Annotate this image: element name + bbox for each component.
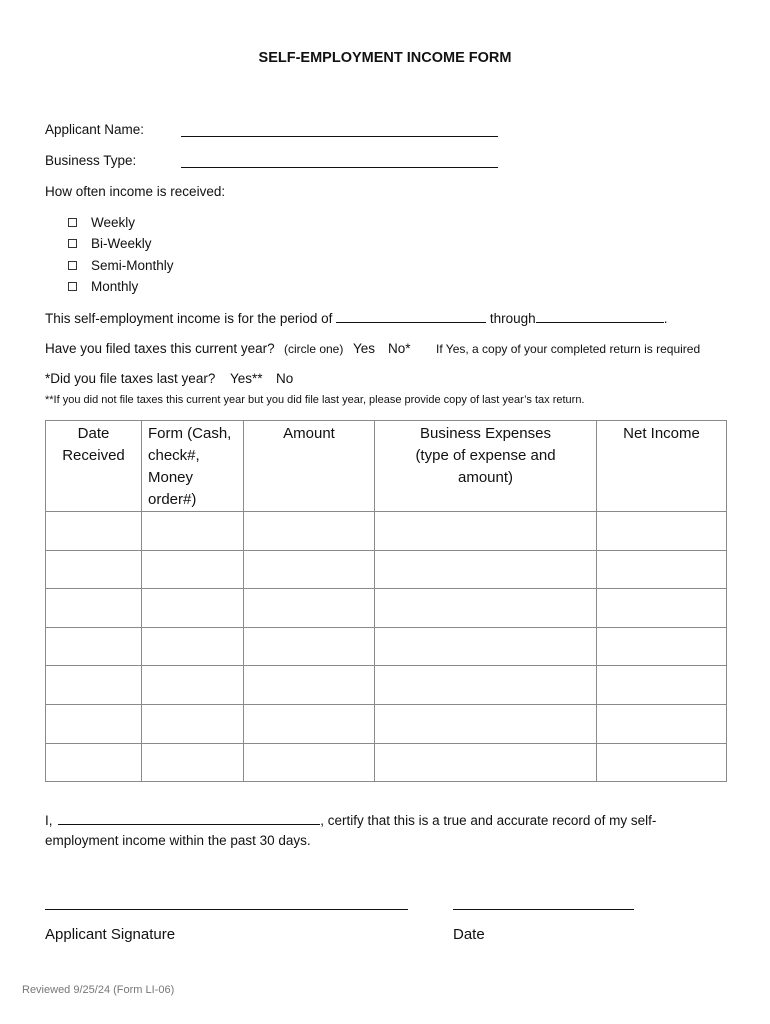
- table-cell[interactable]: [142, 627, 244, 666]
- table-cell[interactable]: [46, 627, 142, 666]
- table-row: [46, 704, 727, 743]
- table-cell[interactable]: [244, 666, 375, 705]
- checkbox-icon[interactable]: [68, 218, 77, 227]
- taxes-no-option[interactable]: No*: [388, 341, 411, 356]
- table-cell[interactable]: [142, 743, 244, 782]
- form-title: SELF-EMPLOYMENT INCOME FORM: [258, 50, 512, 66]
- table-cell[interactable]: [244, 512, 375, 551]
- date-line[interactable]: [453, 909, 634, 910]
- checkbox-icon[interactable]: [68, 239, 77, 248]
- table-row: [46, 589, 727, 628]
- table-cell[interactable]: [375, 512, 597, 551]
- table-cell[interactable]: [244, 704, 375, 743]
- table-cell[interactable]: [597, 666, 727, 705]
- period-text: This self-employment income is for the period of: [45, 311, 333, 326]
- taxes-question: Have you filed taxes this current year?: [45, 341, 275, 356]
- date-label: Date: [453, 926, 485, 943]
- business-type-label: Business Type:: [45, 153, 137, 168]
- applicant-signature-label: Applicant Signature: [45, 926, 176, 943]
- option-label: Bi-Weekly: [91, 236, 152, 251]
- applicant-name-field[interactable]: [181, 136, 498, 137]
- table-cell[interactable]: [375, 589, 597, 628]
- table-cell[interactable]: [597, 704, 727, 743]
- business-type-field[interactable]: [181, 167, 498, 168]
- table-cell[interactable]: [244, 627, 375, 666]
- header-form: Form (Cash, check#, Money order#): [142, 421, 244, 512]
- table-cell[interactable]: [375, 743, 597, 782]
- frequency-question: How often income is received:: [45, 184, 226, 199]
- table-cell[interactable]: [244, 589, 375, 628]
- taxes-yes-option[interactable]: Yes: [353, 341, 376, 356]
- period-end-field[interactable]: [536, 322, 664, 323]
- table-cell[interactable]: [244, 550, 375, 589]
- table-cell[interactable]: [46, 589, 142, 628]
- certification-line1: [45, 813, 656, 828]
- table-cell[interactable]: [597, 550, 727, 589]
- option-label: Monthly: [91, 279, 139, 294]
- option-label: Semi-Monthly: [91, 258, 174, 273]
- table-cell[interactable]: [597, 627, 727, 666]
- frequency-option-weekly[interactable]: [68, 215, 135, 230]
- frequency-option-bi-weekly[interactable]: [68, 236, 152, 251]
- table-cell[interactable]: [46, 743, 142, 782]
- last-year-no-option[interactable]: No: [276, 371, 294, 386]
- frequency-option-semi-monthly[interactable]: [68, 258, 174, 273]
- frequency-option-monthly[interactable]: [68, 279, 138, 294]
- through-text: through: [489, 311, 536, 326]
- header-business-expenses: Business Expenses (type of expense and amount): [375, 421, 597, 512]
- option-label: Weekly: [91, 215, 136, 230]
- table-row: [46, 666, 727, 705]
- certifier-name-field[interactable]: [58, 824, 320, 825]
- table-cell[interactable]: [142, 550, 244, 589]
- table-row: [46, 550, 727, 589]
- table-cell[interactable]: [375, 666, 597, 705]
- period-start-field[interactable]: [336, 322, 486, 323]
- table-cell[interactable]: [142, 589, 244, 628]
- table-cell[interactable]: [142, 666, 244, 705]
- last-year-question: *Did you file taxes last year?: [45, 371, 216, 386]
- table-cell[interactable]: [46, 666, 142, 705]
- applicant-signature-line[interactable]: [45, 909, 408, 910]
- certification-text: , certify that this is a true and accurate record of my self-: [320, 813, 657, 828]
- last-year-yes-option[interactable]: Yes**: [230, 371, 263, 386]
- table-cell[interactable]: [244, 743, 375, 782]
- checkbox-icon[interactable]: [68, 261, 77, 270]
- table-cell[interactable]: [375, 550, 597, 589]
- table-cell[interactable]: [375, 704, 597, 743]
- header-amount: Amount: [244, 421, 375, 512]
- header-net-income: Net Income: [597, 421, 727, 512]
- table-row: [46, 512, 727, 551]
- circle-one-note: (circle one): [284, 342, 344, 356]
- income-table: [45, 420, 727, 782]
- table-row: [46, 743, 727, 782]
- header-date-received: Date Received: [46, 421, 142, 512]
- table-row: [46, 627, 727, 666]
- checkbox-icon[interactable]: [68, 282, 77, 291]
- table-cell[interactable]: [597, 743, 727, 782]
- certification-line2: employment income within the past 30 days.: [45, 833, 311, 848]
- table-cell[interactable]: [46, 550, 142, 589]
- table-cell[interactable]: [375, 627, 597, 666]
- table-cell[interactable]: [46, 512, 142, 551]
- period-row: [45, 311, 667, 326]
- period-end-dot: .: [663, 311, 668, 326]
- applicant-name-label: Applicant Name:: [45, 122, 145, 137]
- taxes-note: If Yes, a copy of your completed return is required: [436, 342, 701, 356]
- last-year-note: **If you did not file taxes this current year but you did file last year, please provide copy of last year’s tax return.: [45, 394, 585, 406]
- table-cell[interactable]: [142, 704, 244, 743]
- table-cell[interactable]: [597, 512, 727, 551]
- table-cell[interactable]: [142, 512, 244, 551]
- table-cell[interactable]: [597, 589, 727, 628]
- reviewed-footer: Reviewed 9/25/24 (Form LI-06): [22, 984, 175, 996]
- certification-prefix: I,: [45, 813, 53, 828]
- table-cell[interactable]: [46, 704, 142, 743]
- table-header-row: [46, 421, 727, 512]
